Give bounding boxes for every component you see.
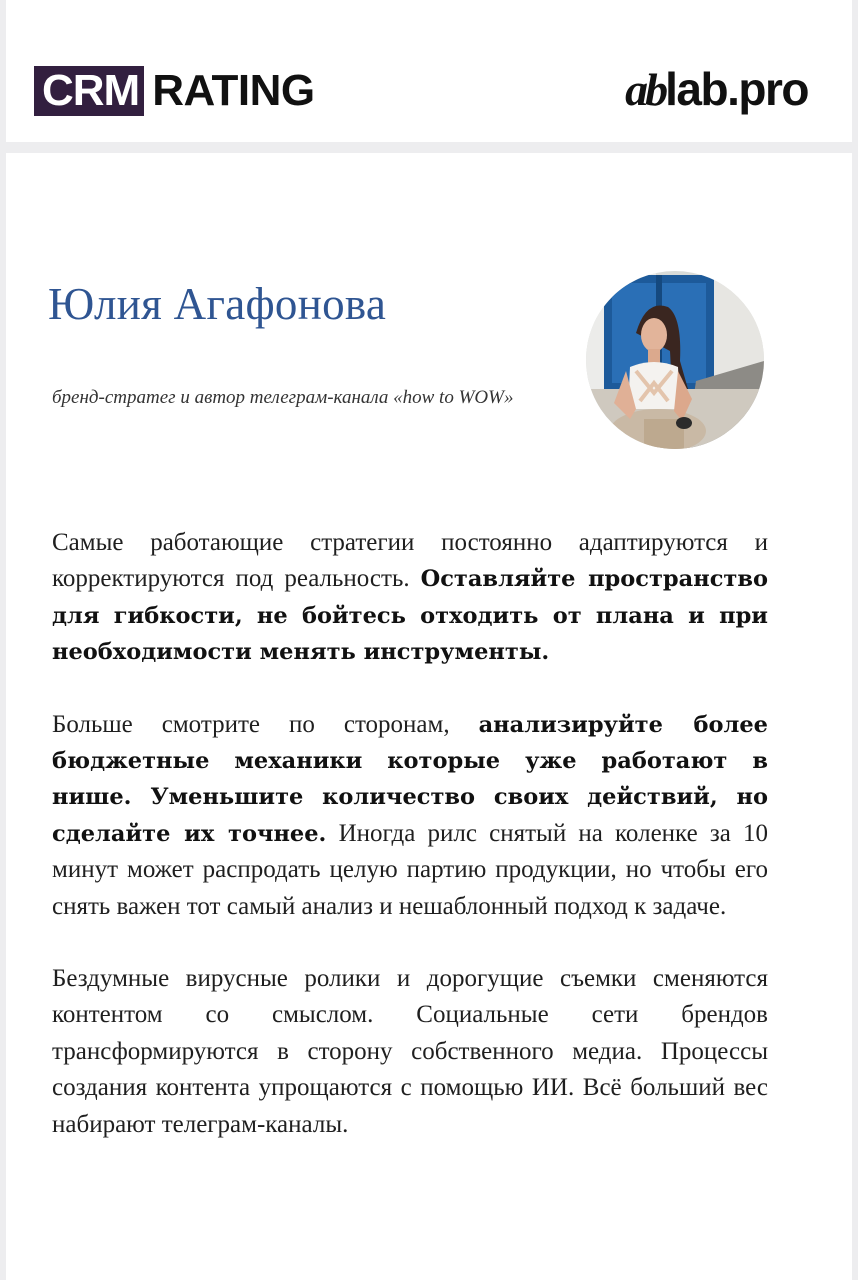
paragraph-2-bold: анализируйте более бюджетные механики которые уже работают в нише. Уменьшите количество своих действий, но сделайте их точнее. — [52, 711, 768, 847]
author-role: бренд-стратег и автор телеграм-канала «how to WOW» — [52, 387, 514, 408]
crm-logo-word: RATING — [152, 66, 315, 115]
paragraph-1-text: Самые работающие стратегии постоянно адаптируются и корректируются под реальность. — [52, 529, 768, 593]
crm-rating-logo — [34, 66, 315, 116]
paragraph-2 — [52, 707, 768, 925]
paragraph-3-text: Бездумные вирусные ролики и дорогущие съемки сменяются контентом со смыслом. Социальные сети брендов трансформируются в сторону собственного медиа. Процессы создания контента упрощаются с помощью ИИ. Всё больший вес набирают телеграм-каналы. — [52, 965, 768, 1138]
author-avatar — [586, 271, 764, 449]
ablab-logo — [625, 64, 808, 115]
paragraph-1 — [52, 525, 768, 671]
paragraph-2-text-end: Иногда рилс снятый на коленке за 10 минут может распродать целую партию продукции, но чтобы его снять важен тот самый анализ и нешаблонный подход к задаче. — [52, 819, 768, 920]
paragraph-3 — [52, 961, 768, 1143]
paragraph-1-bold: Оставляйте пространство для гибкости, не бойтесь отходить от плана и при необходимости менять инструменты. — [52, 566, 768, 666]
article-body — [52, 525, 768, 1179]
avatar-photo — [586, 271, 764, 449]
quote-card — [6, 153, 852, 1280]
header-bar — [6, 0, 852, 142]
crm-logo-box: CRM — [34, 66, 144, 116]
ablab-logo-ab: ab — [625, 64, 666, 115]
ablab-logo-rest: lab.pro — [665, 63, 808, 115]
paragraph-2-text: Больше смотрите по сторонам, — [52, 710, 479, 738]
author-name: Юлия Агафонова — [48, 279, 387, 329]
